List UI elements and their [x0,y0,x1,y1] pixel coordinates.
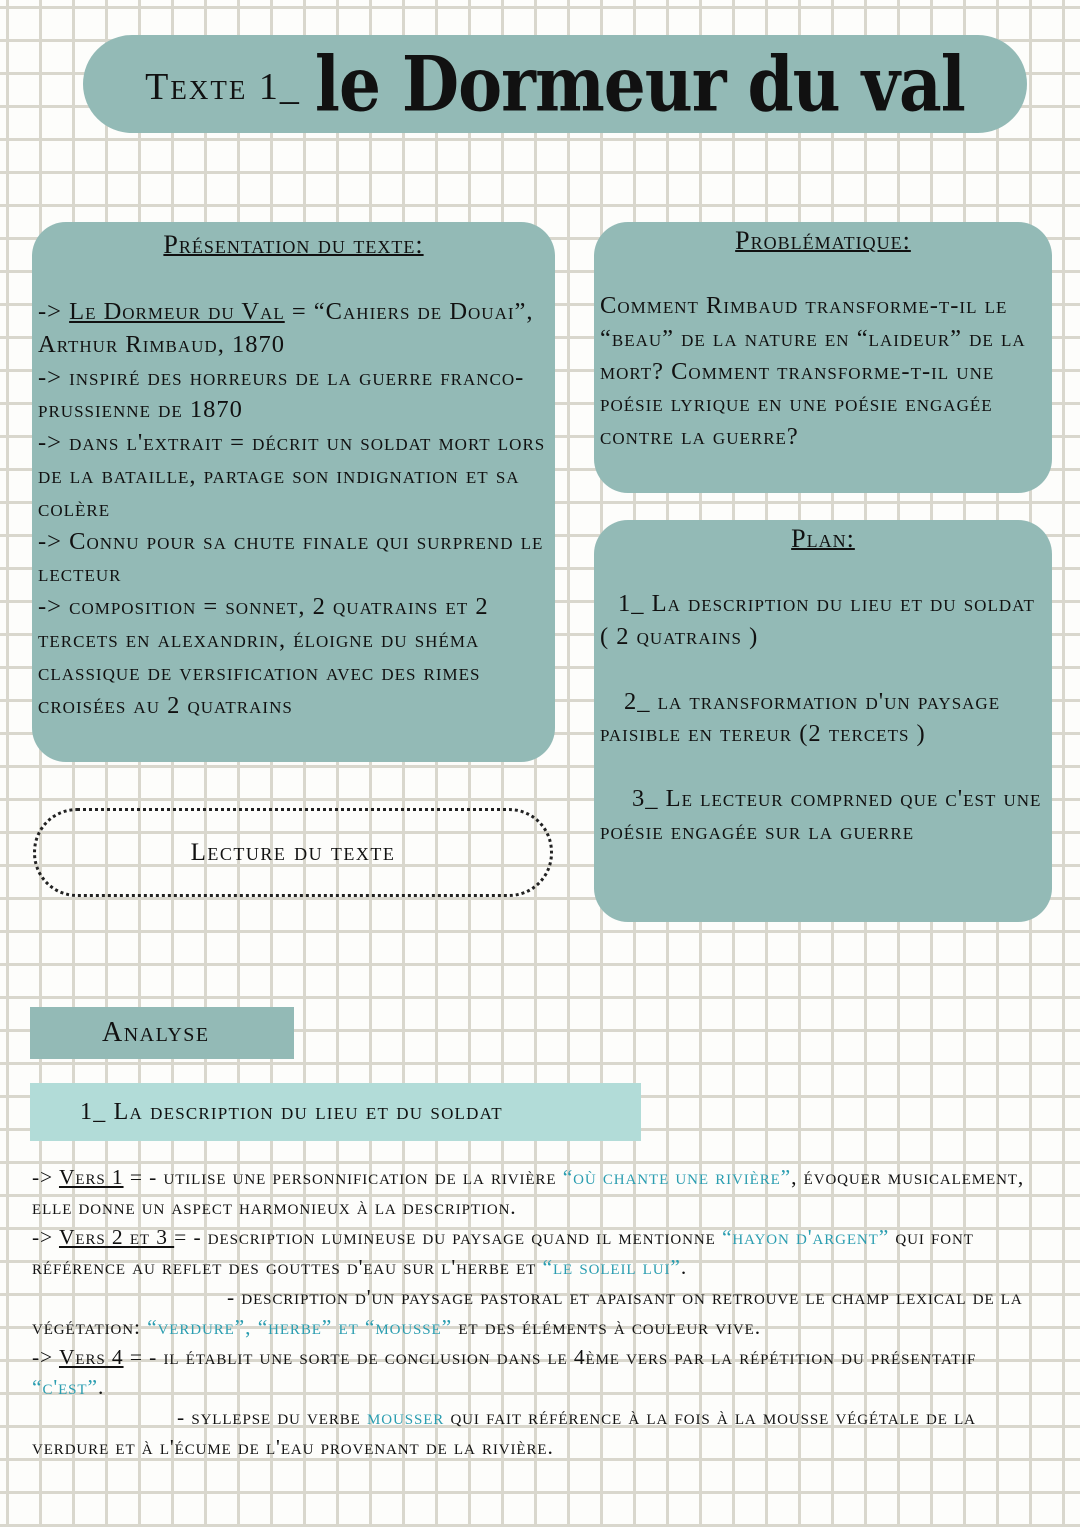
vers-label: Vers 2 et 3 [58,1225,175,1249]
presentation-point: -> composition = sonnet, 2 quatrains et 2 tercets en alexandrin, éloigne du shéma classique de versification avec des rimes croisées au 2 quatrains [38,593,489,719]
quote: “c'est” [32,1375,98,1399]
section-1-heading: 1_ La description du lieu et du soldat [30,1083,641,1141]
analysis-text-part: = - description lumineuse du paysage quand il mentionne [174,1225,722,1249]
plan-heading: Plan: [791,524,855,553]
quote: “le soleil lui” [542,1255,681,1279]
analysis-text-part: , évoquer musicalement, elle donne un aspect harmonieux à la description. [32,1165,1025,1219]
arrow: -> [32,1165,59,1189]
page-title [83,35,1027,133]
analysis-vers-4-b [32,1402,1052,1462]
quote: mousser [367,1405,445,1429]
work-title: Le Dormeur du Val [69,298,285,325]
problematique-text: Comment Rimbaud transforme-t-il le “beau” de la nature en “laideur” de la mort? Comment transforme-t-il une poésie lyrique en une poésie engagée contre la guerre? [600,292,1026,451]
lecture-du-texte-button[interactable] [33,808,553,897]
plan-item: 2_ la transformation d'un paysage paisible en tereur (2 tercets ) [600,687,1001,748]
plan-card [594,520,1052,922]
arrow: -> [32,1345,59,1369]
analyse-heading: Analyse [30,1007,294,1059]
problematique-card [594,222,1052,493]
vers-label: Vers 1 [58,1165,124,1189]
arrow: -> [38,298,70,325]
presentation-point: -> dans l'extrait = décrit un soldat mort lors de la bataille, partage son indignation et sa colère [38,429,546,522]
analysis-text-part: = - il établit une sorte de conclusion dans le 4ème vers par la répétition du présentatif [123,1345,977,1369]
lecture-label: Lecture du texte [190,838,396,866]
analysis-text-part: - syllepse du verbe [177,1405,368,1429]
title-main: le Dormeur du val [314,39,965,129]
presentation-point: -> Connu pour sa chute finale qui surprend le lecteur [38,527,544,588]
analysis-text-part: - description d'un paysage pastoral et apaisant on retrouve le champ lexical de la végétation: [32,1285,1023,1339]
analysis-text-part: . [680,1255,688,1279]
quote: “herbe” et “mousse” [257,1315,453,1339]
problematique-heading: Problématique: [735,226,911,255]
analysis-text-part: qui font référence au reflet des gouttes d'eau sur l'herbe et [32,1225,974,1279]
presentation-point: -> inspiré des horreurs de la guerre franco-prussienne de 1870 [38,363,525,424]
analysis-vers-2-3 [32,1222,1052,1282]
analysis-text-part: = - utilise une personnification de la rivière [123,1165,563,1189]
presentation-card [32,222,555,762]
analysis-vers-4 [32,1342,1052,1402]
quote: “hayon d'argent” [721,1225,890,1249]
source-text: = “Cahiers de Douai”, Arthur Rimbaud, 1870 [38,298,534,358]
separator: , [245,1315,258,1339]
arrow: -> [32,1225,59,1249]
analysis-text [32,1162,1052,1462]
plan-item: 1_ La description du lieu et du soldat ( 2 quatrains ) [600,590,1035,650]
quote: “verdure” [147,1315,246,1339]
analysis-text-part: et des éléments à couleur vive. [452,1315,761,1339]
presentation-text [38,296,549,722]
analysis-vers-2-3-b [32,1282,1052,1342]
analysis-text-part: qui fait référence à la fois à la mousse végétale de la verdure et à l'écume de l'eau provenant de la rivière. [32,1405,976,1459]
presentation-heading: Présentation du texte: [163,230,424,259]
analysis-vers-1 [32,1162,1052,1222]
quote: “où chante une rivière” [562,1165,792,1189]
vers-label: Vers 4 [58,1345,124,1369]
analysis-text-part: . [97,1375,105,1399]
plan-item: 3_ Le lecteur comprned que c'est une poésie engagée sur la guerre [600,785,1042,845]
title-prefix: Texte 1_ [145,66,301,108]
